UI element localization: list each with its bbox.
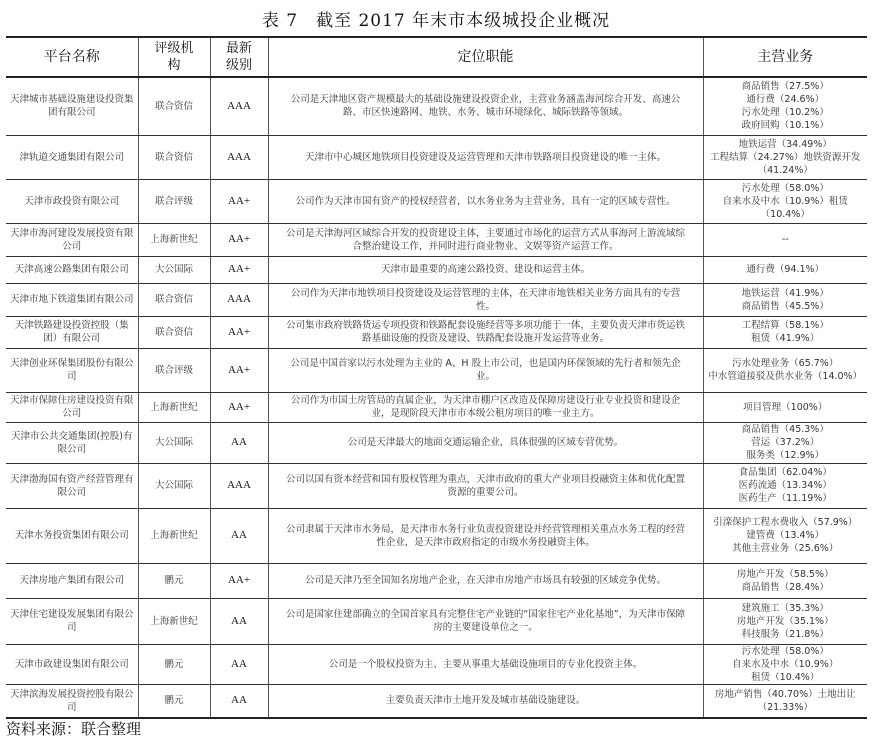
- table-row: [6, 684, 867, 718]
- header-name: 平台名称: [6, 37, 138, 77]
- company-name-cell: 天津市公共交通集团(控股)有限公司: [6, 422, 138, 463]
- lgfv-overview-table: [6, 36, 867, 719]
- company-name-cell: 天津渤海国有资产经营管理有限公司: [6, 463, 138, 508]
- header-business: 主营业务: [703, 37, 867, 77]
- rating-agency-cell: 鹏元: [138, 684, 210, 718]
- rating-agency-cell: 大公国际: [138, 463, 210, 508]
- business-line: 自来水及中水（10.9%）租赁（10.4%）: [722, 195, 848, 220]
- main-business-cell: [703, 179, 867, 223]
- positioning-cell: 公司是中国首家以污水处理为主业的 A、H 股上市公司，也是国内环保领域的先行者和领先企业。: [268, 348, 703, 392]
- business-line: 商品销售（45.5%）: [741, 300, 829, 312]
- credit-rating-cell: AA+: [210, 392, 268, 422]
- business-line: 房地产销售（40.70%）土地出让（21.33%）: [714, 688, 856, 713]
- business-line: 通行费（24.6%）: [746, 94, 825, 106]
- rating-agency-cell: 上海新世纪: [138, 508, 210, 563]
- positioning-cell: 公司隶属于天津市水务局，是天津市水务行业负责投资建设并经营管理相关重点水务工程的经营性企业，是天津市政府指定的市级水务投融资主体。: [268, 508, 703, 563]
- business-line: 引滦保护工程水费收入（57.9%）: [713, 517, 858, 528]
- credit-rating-cell: AAA: [210, 135, 268, 179]
- credit-rating-cell: AA+: [210, 348, 268, 392]
- business-line: 污水处理（10.2%）: [741, 107, 829, 119]
- table-header-row: [6, 37, 867, 77]
- rating-agency-cell: 鹏元: [138, 644, 210, 684]
- positioning-cell: 天津市最重要的高速公路投资、建设和运营主体。: [268, 256, 703, 283]
- business-line: 科技服务（21.8%）: [741, 628, 829, 640]
- positioning-cell: 公司是天津海河区域综合开发的投资建设主体，主要通过市场化的运营方式从事海河上游流域综合整治建设工作，并同时进行商业物业、文娱等资产运营工作。: [268, 223, 703, 256]
- credit-rating-cell: AAA: [210, 283, 268, 316]
- business-line: 医药流通（13.34%）: [738, 480, 832, 491]
- business-line: 项目管理（100%）: [743, 401, 828, 413]
- main-business-cell: [703, 644, 867, 684]
- credit-rating-cell: AA: [210, 508, 268, 563]
- header-rating: 最新级别: [210, 37, 268, 77]
- rating-agency-cell: 联合资信: [138, 77, 210, 135]
- rating-agency-cell: 联合资信: [138, 316, 210, 348]
- business-line: 地铁运营（34.49%）: [738, 138, 832, 150]
- business-line: 地铁运营（41.9%）: [741, 287, 829, 299]
- table-row: [6, 77, 867, 135]
- rating-agency-cell: 联合资信: [138, 135, 210, 179]
- business-line: 建筑施工（35.3%）: [741, 602, 829, 614]
- business-line: --: [781, 234, 789, 245]
- company-name-cell: 津轨道交通集团有限公司: [6, 135, 138, 179]
- business-line: 工程结算（58.1%）: [741, 320, 829, 331]
- rating-agency-cell: 上海新世纪: [138, 223, 210, 256]
- company-name-cell: 天津市保障住房建设投资有限公司: [6, 392, 138, 422]
- business-line: 营运（37.2%）: [751, 437, 820, 448]
- business-line: 污水处理（58.0%）: [741, 645, 829, 657]
- business-line: 商品销售（45.3%）: [741, 424, 829, 435]
- rating-agency-cell: 上海新世纪: [138, 598, 210, 644]
- business-line: 工程结算（24.27%）地铁资源开发（41.24%）: [710, 151, 861, 176]
- company-name-cell: 天津住宅建设发展集团有限公司: [6, 598, 138, 644]
- main-business-cell: [703, 348, 867, 392]
- credit-rating-cell: AA: [210, 598, 268, 644]
- business-line: 房地产开发（58.5%）: [736, 568, 834, 580]
- table-title: 表 7 截至 2017 年末市本级城投企业概况: [261, 11, 611, 31]
- credit-rating-cell: AA+: [210, 563, 268, 598]
- table-row: [6, 316, 867, 348]
- table-row: [6, 283, 867, 316]
- rating-agency-cell: 联合资信: [138, 283, 210, 316]
- positioning-cell: 公司集市政府铁路货运专项投资和铁路配套设施经营等多项功能于一体，主要负责天津市货运铁路基础设施的投资及建设、铁路配套设施开发运营等业务。: [268, 316, 703, 348]
- company-name-cell: 天津城市基础设施建设投资集团有限公司: [6, 77, 138, 135]
- credit-rating-cell: AA+: [210, 223, 268, 256]
- rating-agency-cell: 大公国际: [138, 256, 210, 283]
- credit-rating-cell: AAA: [210, 77, 268, 135]
- company-name-cell: 天津市地下铁道集团有限公司: [6, 283, 138, 316]
- company-name-cell: 天津市政建设集团有限公司: [6, 644, 138, 684]
- business-line: 商品销售（27.5%）: [741, 81, 829, 93]
- table-row: [6, 644, 867, 684]
- business-line: 政府回购（10.1%）: [741, 120, 829, 132]
- company-name-cell: 天津水务投资集团有限公司: [6, 508, 138, 563]
- business-line: 中水管道接驳及供水业务（14.0%）: [708, 371, 863, 382]
- table-row: [6, 135, 867, 179]
- main-business-cell: [703, 223, 867, 256]
- table-row: [6, 348, 867, 392]
- rating-agency-cell: 鹏元: [138, 563, 210, 598]
- main-business-cell: [703, 508, 867, 563]
- business-line: 医药生产（11.19%）: [738, 493, 832, 504]
- business-line: 商品销售（28.4%）: [741, 581, 829, 593]
- company-name-cell: 天津高速公路集团有限公司: [6, 256, 138, 283]
- business-line: 污水处理业务（65.7%）: [732, 358, 839, 369]
- rating-agency-cell: 联合评级: [138, 179, 210, 223]
- main-business-cell: [703, 316, 867, 348]
- company-name-cell: 天津铁路建设投资控股（集团）有限公司: [6, 316, 138, 348]
- company-name-cell: 天津创业环保集团股份有限公司: [6, 348, 138, 392]
- main-business-cell: [703, 422, 867, 463]
- business-line: 食品集团（62.04%）: [738, 467, 832, 478]
- table-row: [6, 463, 867, 508]
- company-name-cell: 天津房地产集团有限公司: [6, 563, 138, 598]
- positioning-cell: 公司以国有资本经营和国有股权管理为重点，天津市政府的重大产业项目投融资主体和优化配置资源的重要公司。: [268, 463, 703, 508]
- table-row: [6, 179, 867, 223]
- positioning-cell: 公司作为天津市国有资产的授权经营者，以水务业务为主营业务，具有一定的区域专营性。: [268, 179, 703, 223]
- table-row: [6, 256, 867, 283]
- positioning-cell: 公司是天津地区资产规模最大的基础设施建设投资企业，主营业务涵盖海河综合开发、高速公路、市区快速路网、地铁、水务、城市环境绿化、城际铁路等领域。: [268, 77, 703, 135]
- positioning-cell: 主要负责天津市土地开发及城市基础设施建设。: [268, 684, 703, 718]
- credit-rating-cell: AA: [210, 644, 268, 684]
- credit-rating-cell: AA+: [210, 256, 268, 283]
- main-business-cell: [703, 135, 867, 179]
- table-row: [6, 563, 867, 598]
- main-business-cell: [703, 684, 867, 718]
- business-line: 通行费（94.1%）: [746, 264, 825, 275]
- positioning-cell: 公司是天津乃至全国知名房地产企业，在天津市房地产市场具有较强的区域竞争优势。: [268, 563, 703, 598]
- business-line: 污水处理（58.0%）: [741, 182, 829, 194]
- positioning-cell: 公司是一个股权投资为主、主要从事重大基础设施项目的专业化投资主体。: [268, 644, 703, 684]
- positioning-cell: 公司作为天津市地铁项目投资建设及运营管理的主体，在天津市地铁相关业务方面具有的专营性。: [268, 283, 703, 316]
- main-business-cell: [703, 256, 867, 283]
- credit-rating-cell: AA+: [210, 179, 268, 223]
- credit-rating-cell: AAA: [210, 463, 268, 508]
- company-name-cell: 天津市海河建设发展投资有限公司: [6, 223, 138, 256]
- main-business-cell: [703, 77, 867, 135]
- main-business-cell: [703, 392, 867, 422]
- business-line: 建管费（13.4%）: [746, 530, 825, 541]
- rating-agency-cell: 联合评级: [138, 348, 210, 392]
- main-business-cell: [703, 563, 867, 598]
- credit-rating-cell: AA: [210, 684, 268, 718]
- positioning-cell: 天津市中心城区地铁项目投资建设及运营管理和天津市铁路项目投资建设的唯一主体。: [268, 135, 703, 179]
- credit-rating-cell: AA: [210, 422, 268, 463]
- table-row: [6, 392, 867, 422]
- header-position: 定位职能: [268, 37, 703, 77]
- business-line: 自来水及中水（10.9%）: [732, 658, 839, 670]
- business-line: 服务类（12.9%）: [746, 450, 825, 461]
- table-row: [6, 598, 867, 644]
- table-row: [6, 508, 867, 563]
- business-line: 其他主营业务（25.6%）: [732, 543, 839, 554]
- main-business-cell: [703, 598, 867, 644]
- positioning-cell: 公司是天津最大的地面交通运输企业，具体很强的区域专营优势。: [268, 422, 703, 463]
- credit-rating-cell: AA+: [210, 316, 268, 348]
- business-line: 租赁（41.9%）: [751, 333, 820, 344]
- business-line: 租赁（10.4%）: [751, 671, 820, 683]
- source-note: 资料来源：联合整理: [6, 720, 142, 738]
- header-agency: 评级机构: [138, 37, 210, 77]
- company-name-cell: 天津市政投资有限公司: [6, 179, 138, 223]
- rating-agency-cell: 上海新世纪: [138, 392, 210, 422]
- rating-agency-cell: 大公国际: [138, 422, 210, 463]
- table-row: [6, 223, 867, 256]
- business-line: 房地产开发（35.1%）: [736, 615, 834, 627]
- positioning-cell: 公司作为市国土房管局的直属企业，为天津市棚户区改造及保障房建设行业专业投资和建设企业，是现阶段天津市市本级公租房项目的唯一业主方。: [268, 392, 703, 422]
- main-business-cell: [703, 463, 867, 508]
- main-business-cell: [703, 283, 867, 316]
- positioning-cell: 公司是国家住建部确立的全国首家具有完整住宅产业链的“国家住宅产业化基地”，为天津市保障房的主要建设单位之一。: [268, 598, 703, 644]
- table-row: [6, 422, 867, 463]
- company-name-cell: 天津滨海发展投资控股有限公司: [6, 684, 138, 718]
